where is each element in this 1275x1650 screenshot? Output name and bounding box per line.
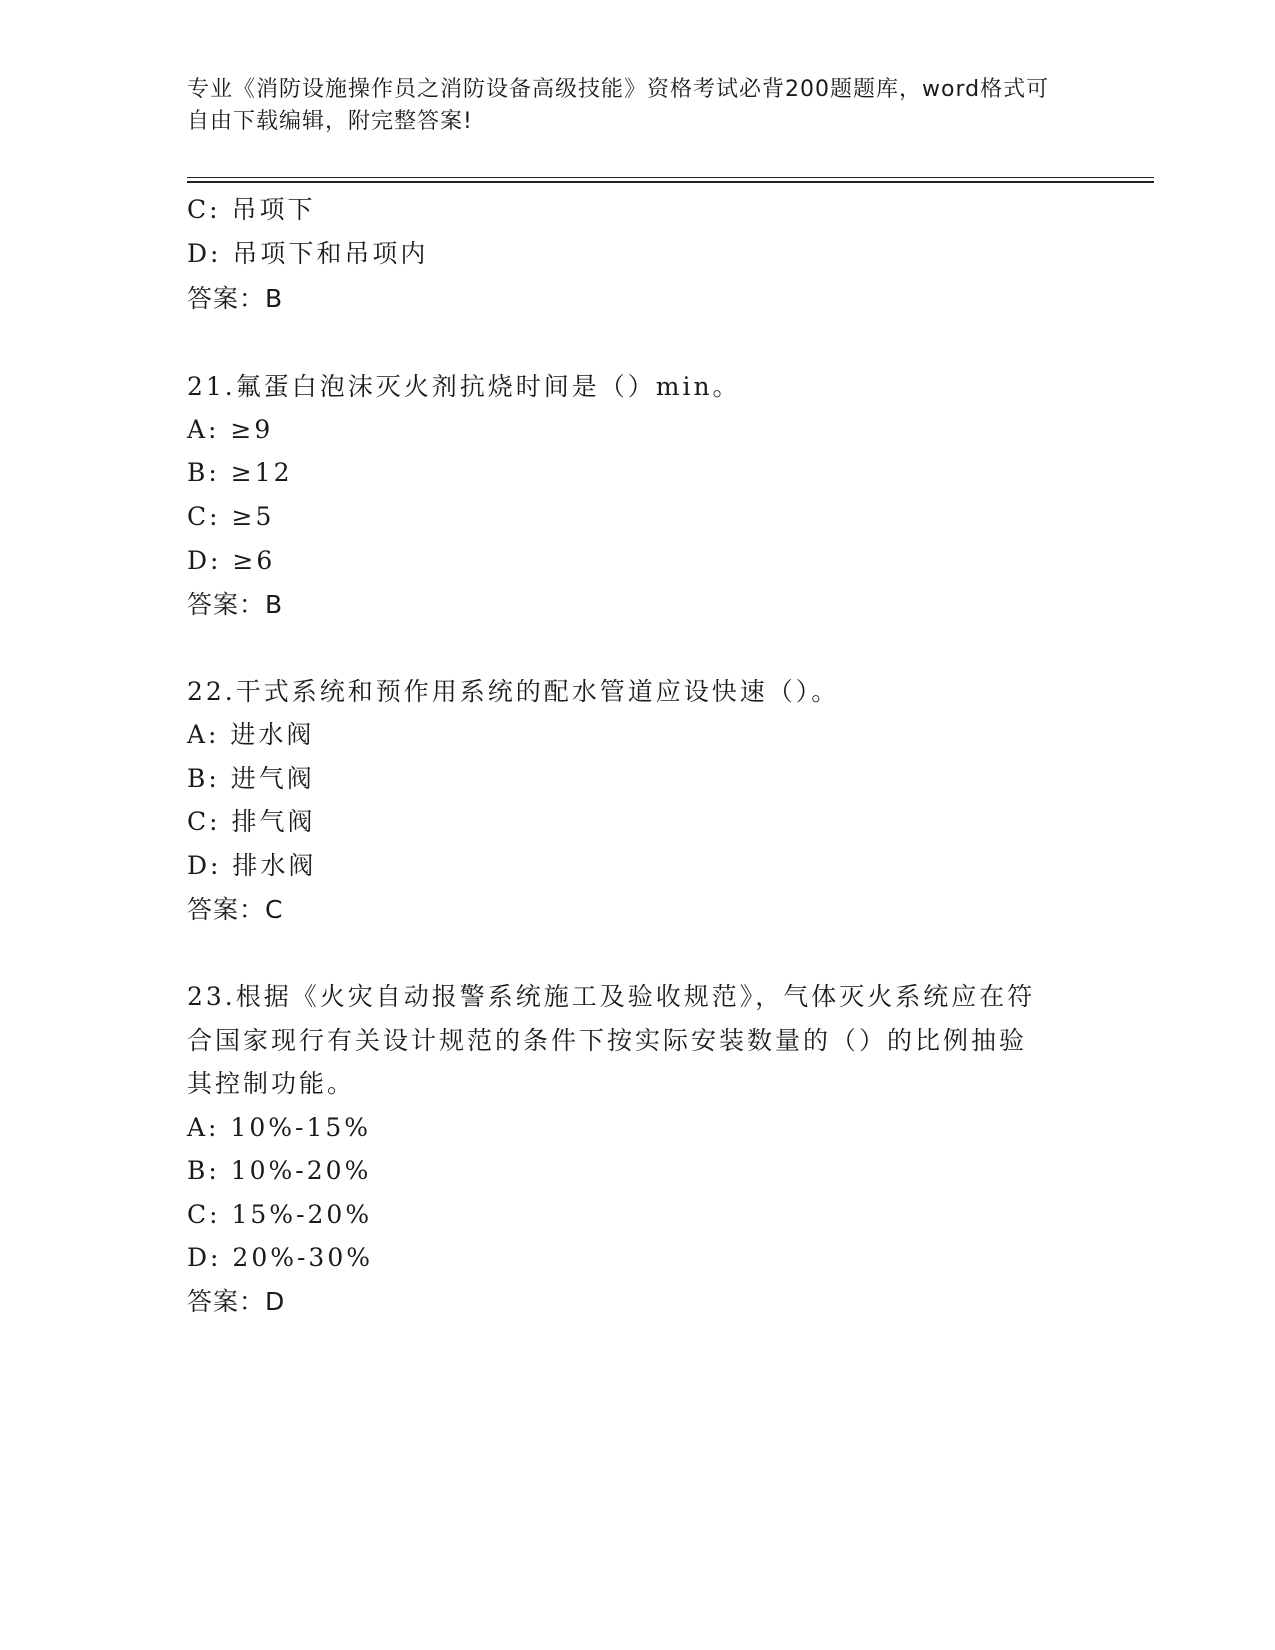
document-header: 专业《消防设施操作员之消防设备高级技能》资格考试必背200题题库，word格式可自由下载编辑，附完整答案! [187,77,1050,134]
q23-stem-line3: 其控制功能。 [187,1069,356,1098]
q22-option-a: A: 进水阀 [187,720,315,749]
header-divider-thick [187,181,1154,183]
q23-option-b: B: 10%-20% [187,1156,372,1185]
header-divider-thin [187,177,1154,178]
q21-option-a: A: ≥9 [187,415,274,444]
prev-answer: 答案：B [187,284,284,313]
q22-option-c: C: 排气阀 [187,807,316,836]
q23-option-a: A: 10%-15% [187,1113,372,1142]
q22-answer: 答案：C [187,895,284,924]
q23-answer: 答案：D [187,1287,286,1316]
q23-stem-line1: 23.根据《火灾自动报警系统施工及验收规范》，气体灭火系统应在符 [187,982,1036,1011]
q22-option-b: B: 进气阀 [187,764,315,793]
q21-option-d: D: ≥6 [187,546,276,575]
prev-option-d: D: 吊项下和吊项内 [187,239,429,268]
q21-option-b: B: ≥12 [187,458,293,487]
q21-stem: 21.氟蛋白泡沫灭火剂抗烧时间是（）min。 [187,372,741,401]
q23-option-d: D: 20%-30% [187,1243,373,1272]
q21-option-c: C: ≥5 [187,502,275,531]
q23-stem-line2: 合国家现行有关设计规范的条件下按实际安装数量的（）的比例抽验 [187,1026,1028,1055]
prev-option-c: C: 吊项下 [187,195,316,224]
q22-stem: 22.干式系统和预作用系统的配水管道应设快速（）。 [187,677,840,706]
q22-option-d: D: 排水阀 [187,851,317,880]
q23-option-c: C: 15%-20% [187,1200,373,1229]
q21-answer: 答案：B [187,590,284,619]
